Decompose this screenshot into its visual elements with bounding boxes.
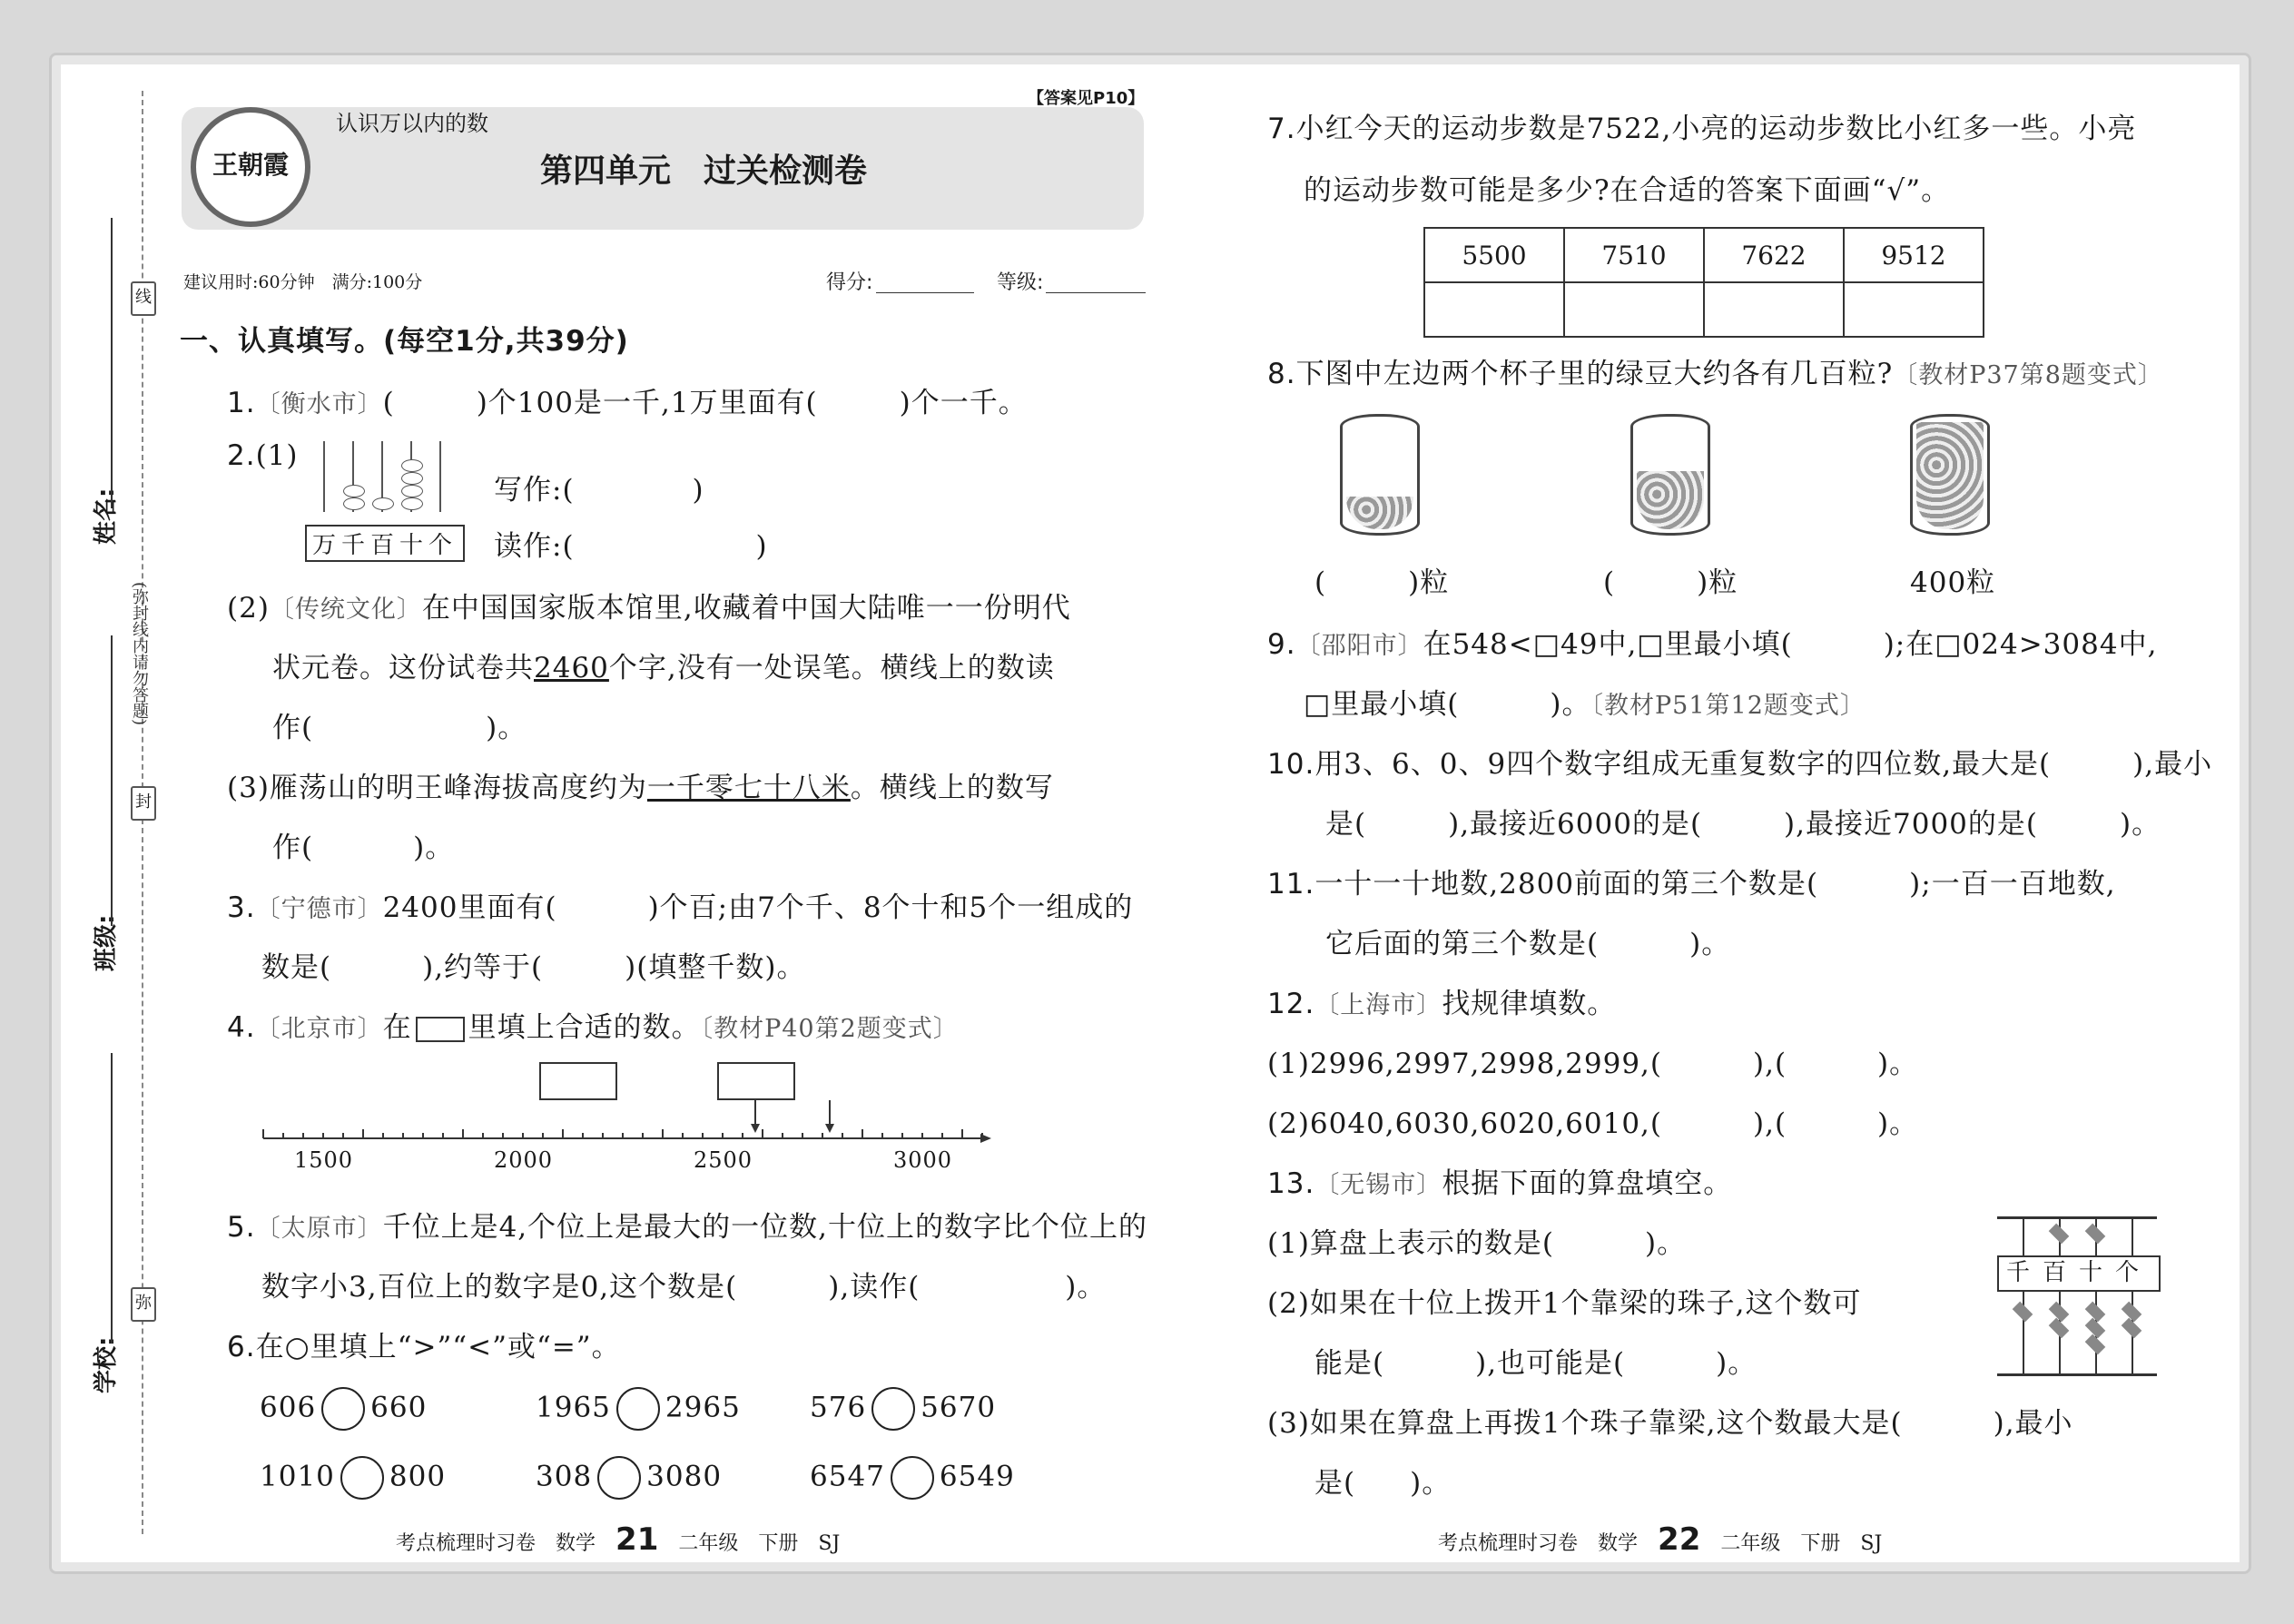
question-2-part2-line2: 状元卷。这份试卷共2460个字,没有一处误笔。横线上的数读 (272, 652, 1055, 684)
question-1: 1.〔衡水市〕( )个100是一千,1万里面有( )个一千。 (227, 387, 1028, 419)
tick-label: 3000 (893, 1147, 953, 1173)
school-line (111, 1053, 113, 1343)
number-line-labels (254, 1147, 999, 1184)
question-4: 4.〔北京市〕在 里填上合适的数。〔教材P40第2题变式〕 (227, 1011, 959, 1044)
question-13-part2-line2: 能是( ),也可能是( )。 (1314, 1347, 1757, 1380)
question-5-line1: 5.〔太原市〕千位上是4,个位上是最大的一位数,十位上的数字比个位上的 (227, 1211, 1148, 1244)
binding-note: (弥封线内请勿答题) (130, 581, 149, 726)
answer-ref: 【答案见P10】 (1028, 89, 1145, 108)
question-11-line1: 11.一十一十地数,2800前面的第三个数是( );一百一百地数, (1267, 868, 2116, 901)
cup-2 (1630, 414, 1710, 536)
footer-left: 考点梳理时习卷 数学 21 二年级 下册 SJ (396, 1521, 841, 1558)
page-title: 第四单元 过关检测卷 (540, 153, 868, 190)
sequence-1: (1)2996,2997,2998,2999,( ),( )。 (1267, 1048, 1919, 1080)
question-2-part2-line3: 作( )。 (272, 712, 527, 744)
question-5-line2: 数字小3,百位上的数字是0,这个数是( ),读作( )。 (261, 1271, 1107, 1304)
question-10-line1: 10.用3、6、0、9四个数字组成无重复数字的四位数,最大是( ),最小 (1267, 748, 2213, 781)
page-number: 22 (1658, 1521, 1701, 1558)
unit-topic: 认识万以内的数 (336, 111, 488, 136)
sequence-2: (2)6040,6030,6020,6010,( ),( )。 (1267, 1107, 1919, 1140)
option-cell: 5500 (1424, 228, 1564, 282)
question-13-part1: (1)算盘上表示的数是( )。 (1267, 1227, 1687, 1260)
step-options-table (1423, 227, 1984, 338)
counting-frame-q2 (305, 434, 465, 517)
cup-3 (1910, 414, 1990, 536)
name-label: 姓名: (93, 487, 120, 545)
grade-label: 等级: (997, 271, 1044, 294)
class-line (111, 635, 113, 926)
page-number: 21 (615, 1521, 659, 1558)
compare-pair: 606 660 (260, 1387, 427, 1431)
cup-2-answer: ( )粒 (1603, 566, 1738, 599)
suanpan-place-labels: 千百十个 (1997, 1255, 2161, 1292)
question-2-part3-line2: 作( )。 (272, 832, 455, 864)
question-8: 8.下图中左边两个杯子里的绿豆大约各有几百粒?〔教材P37第8题变式〕 (1267, 358, 2163, 390)
tick-label: 1500 (294, 1147, 354, 1173)
question-12: 12.〔上海市〕找规律填数。 (1267, 988, 1617, 1020)
question-10-line2: 是( ),最接近6000的是( ),最接近7000的是( )。 (1325, 808, 2161, 841)
check-cell[interactable] (1844, 282, 1984, 337)
compare-pair: 1010 800 (260, 1456, 446, 1500)
question-2-part3-line1: (3)雁荡山的明王峰海拔高度约为一千零七十八米。横线上的数写 (227, 772, 1054, 804)
binding-knot-mi: 弥 (131, 1287, 156, 1322)
question-9-line1: 9.〔邵阳市〕在548<□49中,□里最小填( );在□024>3084中, (1267, 628, 2158, 661)
question-3-line2: 数是( ),约等于( )(填整千数)。 (261, 951, 806, 984)
tick-label: 2000 (494, 1147, 554, 1173)
score-label: 得分: (826, 271, 873, 294)
question-13-part3-line1: (3)如果在算盘上再拨1个珠子靠梁,这个数最大是( ),最小 (1267, 1407, 2073, 1440)
binding-knot-xian: 线 (131, 281, 156, 316)
brand-logo-text: 王朝霞 (212, 150, 289, 180)
brand-logo (191, 107, 310, 227)
name-line (111, 218, 113, 508)
cup-3-count: 400粒 (1910, 566, 1996, 599)
question-7-line1: 7.小红今天的运动步数是7522,小亮的运动步数比小红多一些。小亮 (1267, 113, 2137, 145)
compare-pair: 308 3080 (536, 1456, 722, 1500)
question-2-part2-line1: (2)〔传统文化〕在中国国家版本馆里,收藏着中国大陆唯一一份明代 (227, 592, 1071, 625)
check-cell[interactable] (1424, 282, 1564, 337)
question-9-line2: □里最小填( )。〔教材P51第12题变式〕 (1304, 688, 1866, 721)
suanpan-abacus (1997, 1216, 2157, 1376)
question-3-line1: 3.〔宁德市〕2400里面有( )个百;由7个千、8个十和5个一组成的 (227, 891, 1134, 924)
question-2-part1: 2.(1) (227, 439, 299, 472)
number-line-blank-1[interactable] (539, 1062, 617, 1100)
binding-knot-feng: 封 (131, 786, 156, 821)
cup-1-answer: ( )粒 (1314, 566, 1450, 599)
check-cell[interactable] (1704, 282, 1844, 337)
abacus-place-labels: 万千百十个 (305, 525, 465, 562)
write-as: 写作:( ) (494, 474, 704, 507)
school-label: 学校: (93, 1336, 120, 1393)
question-11-line2: 它后面的第三个数是( )。 (1325, 928, 1731, 960)
question-13: 13.〔无锡市〕根据下面的算盘填空。 (1267, 1167, 1733, 1200)
read-as: 读作:( ) (494, 530, 768, 563)
tick-label: 2500 (694, 1147, 753, 1173)
option-cell: 9512 (1844, 228, 1984, 282)
compare-pair: 576 5670 (810, 1387, 996, 1431)
option-cell: 7510 (1564, 228, 1704, 282)
class-label: 班级: (93, 914, 120, 971)
option-cell: 7622 (1704, 228, 1844, 282)
question-6: 6.在○里填上“>”“<”或“=”。 (227, 1331, 621, 1363)
section-title: 一、认真填写。(每空1分,共39分) (180, 325, 629, 358)
question-13-part3-line2: 是( )。 (1314, 1467, 1452, 1500)
grade-line[interactable] (1046, 292, 1146, 293)
footer-right: 考点梳理时习卷 数学 22 二年级 下册 SJ (1438, 1521, 1883, 1558)
question-7-line2: 的运动步数可能是多少?在合适的答案下面画“√”。 (1304, 174, 1951, 207)
check-cell[interactable] (1564, 282, 1704, 337)
number-line-blank-2[interactable] (717, 1062, 795, 1100)
time-info: 建议用时:60分钟 满分:100分 (183, 272, 423, 292)
compare-pair: 6547 6549 (810, 1456, 1015, 1500)
cup-1 (1340, 414, 1420, 536)
score-line[interactable] (876, 292, 974, 293)
compare-pair: 1965 2965 (536, 1387, 741, 1431)
question-13-part2-line1: (2)如果在十位上拨开1个靠梁的珠子,这个数可 (1267, 1287, 1862, 1320)
